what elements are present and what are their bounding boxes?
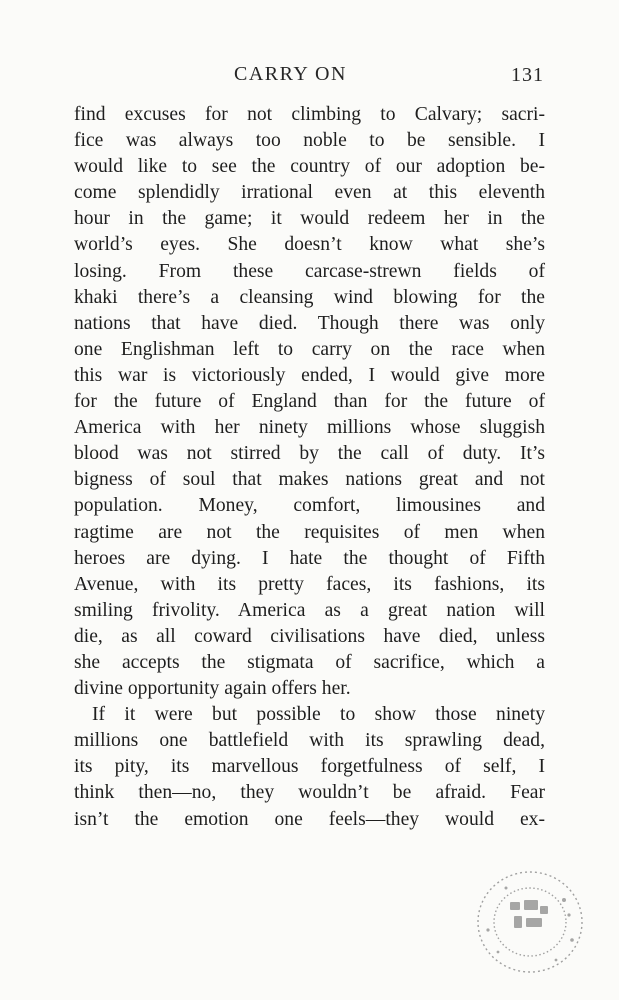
text-line: ragtime are not the requisites of men when — [74, 521, 545, 543]
text-line: die, as all coward civilisations have died, unless — [74, 625, 545, 647]
text-line: find excuses for not climbing to Calvary; sacri- — [74, 104, 545, 125]
text-line: she accepts the stigmata of sacrifice, which a — [74, 651, 545, 673]
text-line: bigness of soul that makes nations great and not — [74, 469, 545, 491]
text-line: hour in the game; it would redeem her in the — [74, 208, 545, 230]
text-line: fice was always too noble to be sensible. I — [74, 130, 545, 152]
text-line: America with her ninety millions whose sluggish — [74, 417, 545, 439]
text-line: khaki there’s a cleansing wind blowing for the — [74, 286, 545, 308]
text-line: divine opportunity again offers her. — [74, 678, 351, 700]
text-line: Avenue, with its pretty faces, its fashions, its — [74, 573, 545, 595]
text-line: its pity, its marvellous forgetfulness of self, I — [74, 756, 545, 778]
page-number: 131 — [511, 64, 544, 86]
library-stamp-icon — [468, 860, 598, 985]
text-line: for the future of England than for the future of — [74, 391, 545, 413]
text-line: population. Money, comfort, limousines and — [74, 495, 545, 517]
text-line: heroes are dying. I hate the thought of Fifth — [74, 547, 545, 569]
text-line: one Englishman left to carry on the race when — [74, 338, 545, 360]
text-line: nations that have died. Though there was only — [74, 312, 545, 334]
running-title: CARRY ON — [234, 63, 347, 85]
text-line: isn’t the emotion one feels—they would ex- — [74, 808, 545, 830]
text-line: would like to see the country of our adoption be- — [74, 156, 545, 178]
running-head — [74, 63, 544, 93]
text-line: blood was not stirred by the call of duty. It’s — [74, 443, 545, 465]
text-line: losing. From these carcase-strewn fields of — [74, 260, 545, 282]
text-line: millions one battlefield with its sprawling dead, — [74, 730, 545, 752]
text-line: come splendidly irrational even at this eleventh — [74, 182, 545, 204]
text-line: this war is victoriously ended, I would give more — [74, 364, 545, 386]
text-line: world’s eyes. She doesn’t know what she’s — [74, 234, 545, 256]
text-line: If it were but possible to show those ninety — [92, 704, 545, 726]
text-line: think then—no, they wouldn’t be afraid. Fear — [74, 782, 545, 804]
body-text — [74, 102, 545, 833]
text-line: smiling frivolity. America as a great nation will — [74, 599, 545, 621]
